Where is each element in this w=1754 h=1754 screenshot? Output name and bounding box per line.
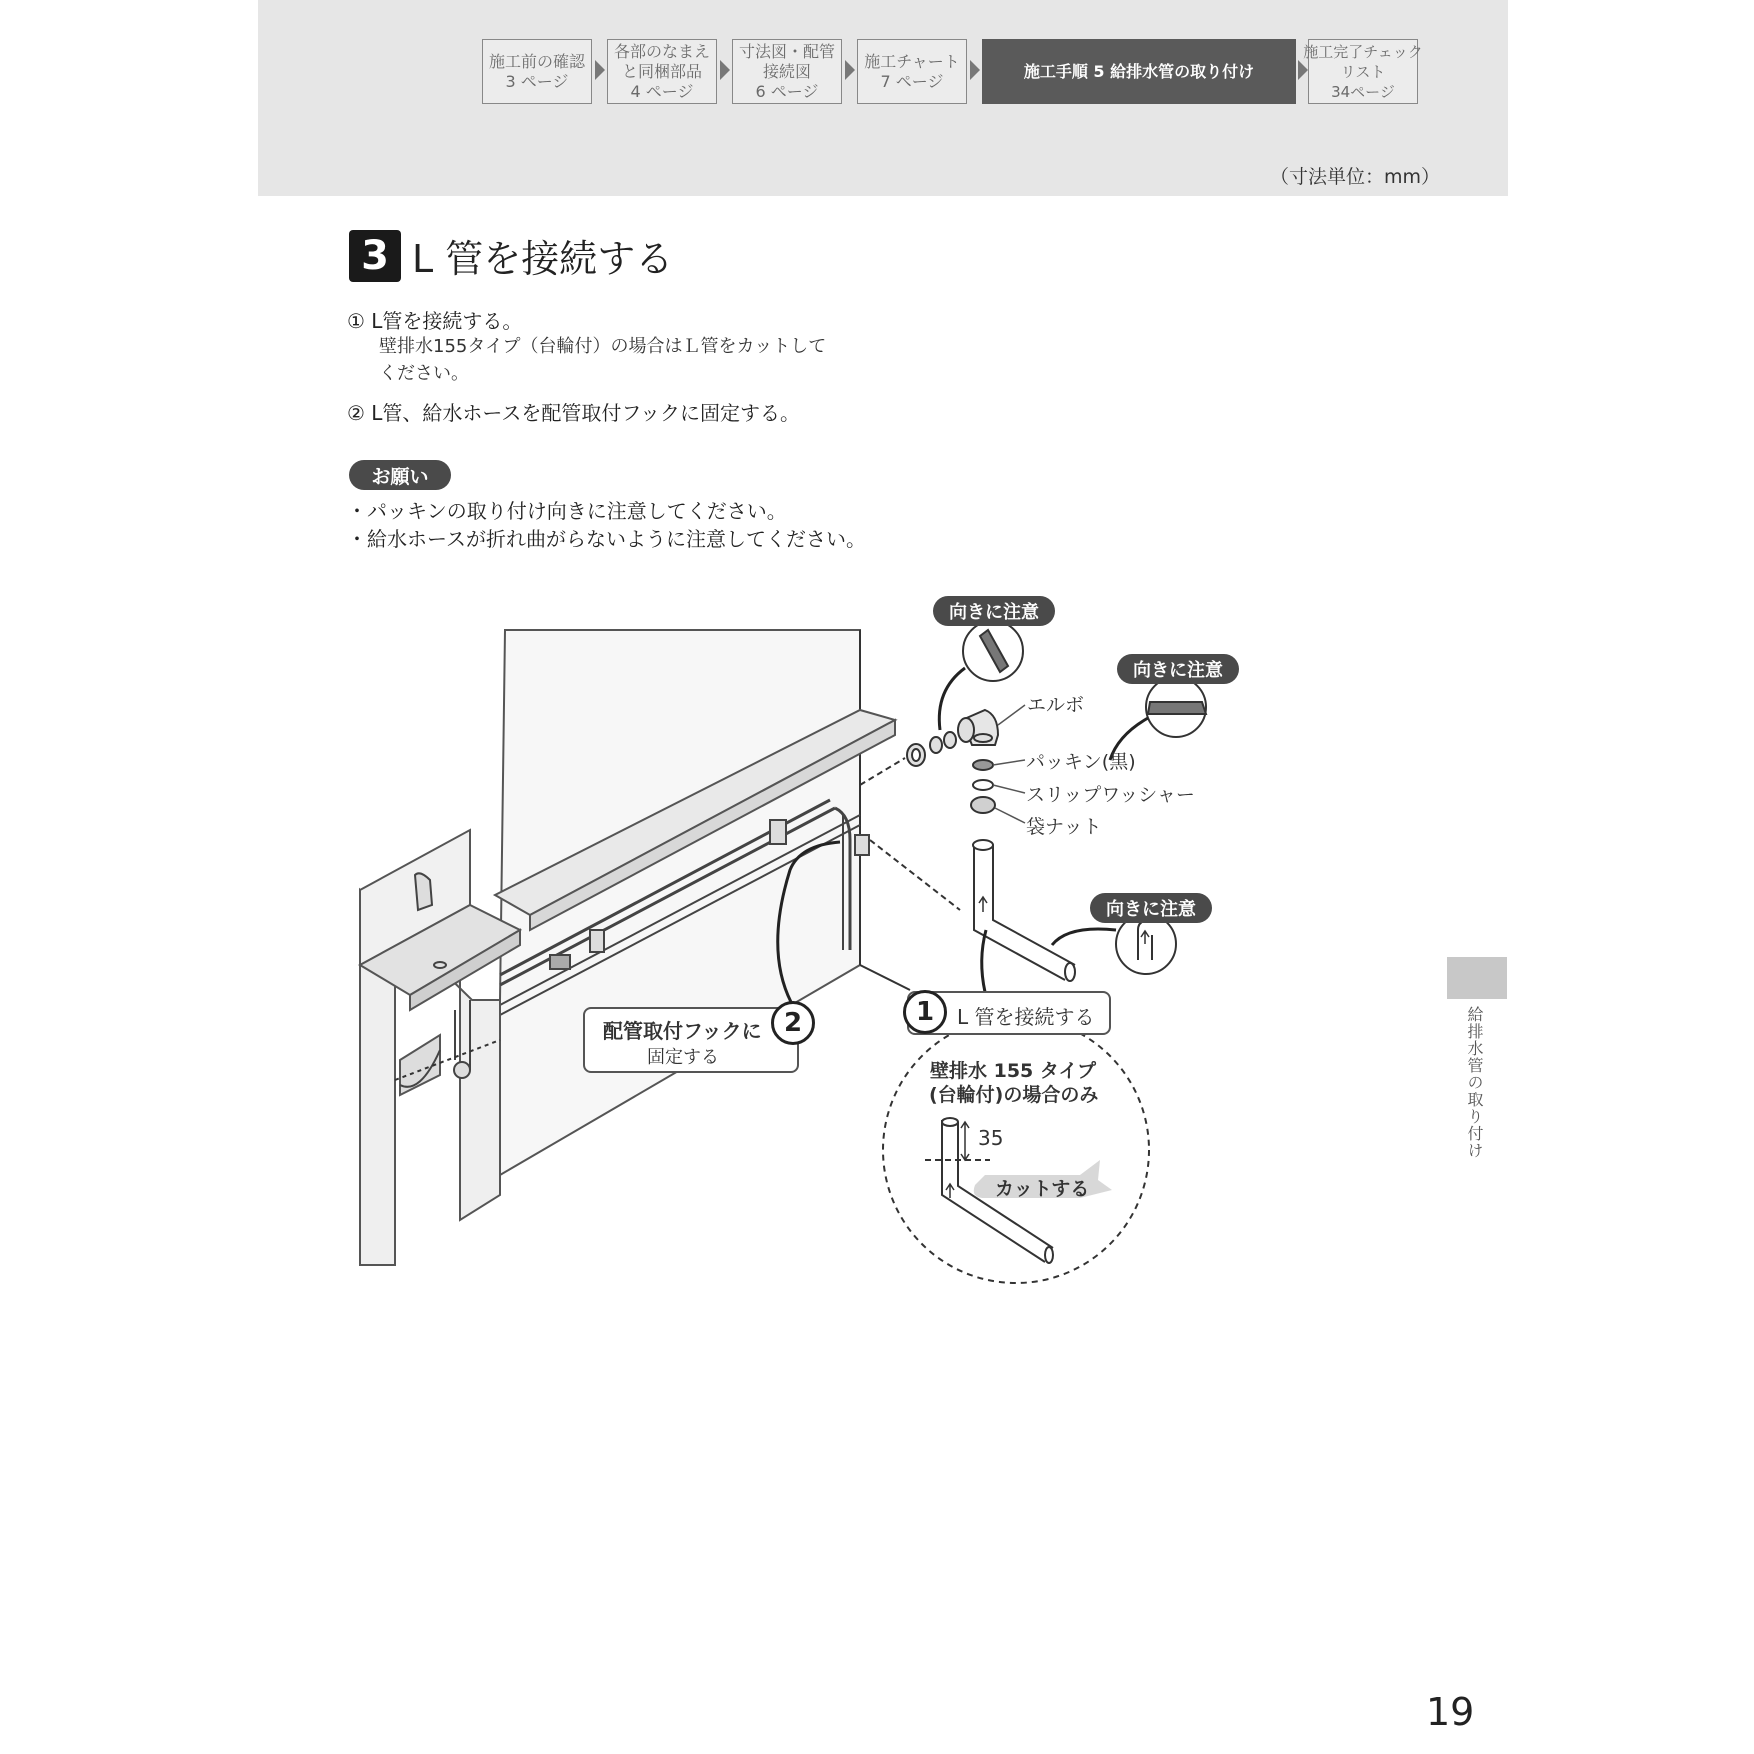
nav-step-text: 施工前の確認 xyxy=(488,51,585,71)
notice-line-1: ・パッキンの取り付け向きに注意してください。 xyxy=(347,499,787,523)
notice-badge: お願い xyxy=(349,460,451,490)
step-2-label-line1: 配管取付フックに xyxy=(603,1019,762,1043)
section-number: 3 xyxy=(349,230,401,282)
nav-step-text: 施工完了チェック xyxy=(1303,42,1423,61)
step-1-label: L 管を接続する xyxy=(957,1005,1095,1029)
label-slip-washer: スリップワッシャー xyxy=(1026,784,1195,806)
label-packing: パッキン(黒) xyxy=(1026,751,1136,773)
nav-step-text: 施工チャート xyxy=(864,51,960,71)
units-note: （寸法単位：mm） xyxy=(1270,166,1441,188)
instruction-2: ② L管、給水ホースを配管取付フックに固定する。 xyxy=(347,401,801,425)
nav-step-text: 34ページ xyxy=(1331,82,1395,101)
nav-step-text: 施工手順 5 給排水管の取り付け xyxy=(1023,61,1255,81)
nav-step-text: 3 ページ xyxy=(505,71,569,91)
nav-step-text: 各部のなまえ xyxy=(613,41,710,61)
label-cap-nut: 袋ナット xyxy=(1026,816,1102,838)
caution-badge: 向きに注意 xyxy=(1090,893,1212,923)
dimension-label: 35 xyxy=(978,1126,1004,1150)
instruction-1-note: 壁排水155タイプ（台輪付）の場合はＬ管をカットして xyxy=(379,336,827,357)
side-tab-label: 給排水管の取り付け xyxy=(1465,1006,1484,1159)
nav-step-text: 4 ページ xyxy=(630,81,694,101)
step-2-number: 2 xyxy=(771,1001,815,1045)
label-elbow: エルボ xyxy=(1027,694,1085,716)
instruction-1: ① L管を接続する。 xyxy=(347,309,523,333)
side-tab xyxy=(1447,957,1507,999)
detail-title-line2: (台輪付)の場合のみ xyxy=(929,1084,1099,1106)
page-number: 19 xyxy=(1426,1690,1475,1734)
nav-step-text: リスト xyxy=(1340,62,1386,81)
detail-title-line1: 壁排水 155 タイプ xyxy=(930,1060,1096,1082)
nav-step-text: と同梱部品 xyxy=(621,61,702,81)
caution-badge: 向きに注意 xyxy=(933,596,1055,626)
nav-step-text: 6 ページ xyxy=(755,81,819,101)
nav-step-text: 7 ページ xyxy=(880,71,944,91)
nav-step-text: 寸法図・配管 xyxy=(738,41,835,61)
cut-label: カットする xyxy=(995,1178,1090,1200)
step-1-number: 1 xyxy=(903,990,947,1034)
notice-line-2: ・給水ホースが折れ曲がらないように注意してください。 xyxy=(347,527,866,551)
step-2-callout xyxy=(583,1007,799,1073)
section-title: L 管を接続する xyxy=(412,237,674,281)
instruction-1-note-cont: ください。 xyxy=(379,363,469,384)
caution-badge: 向きに注意 xyxy=(1117,654,1239,684)
step-2-label-line2: 固定する xyxy=(647,1047,719,1068)
nav-step-text: 接続図 xyxy=(762,61,811,81)
